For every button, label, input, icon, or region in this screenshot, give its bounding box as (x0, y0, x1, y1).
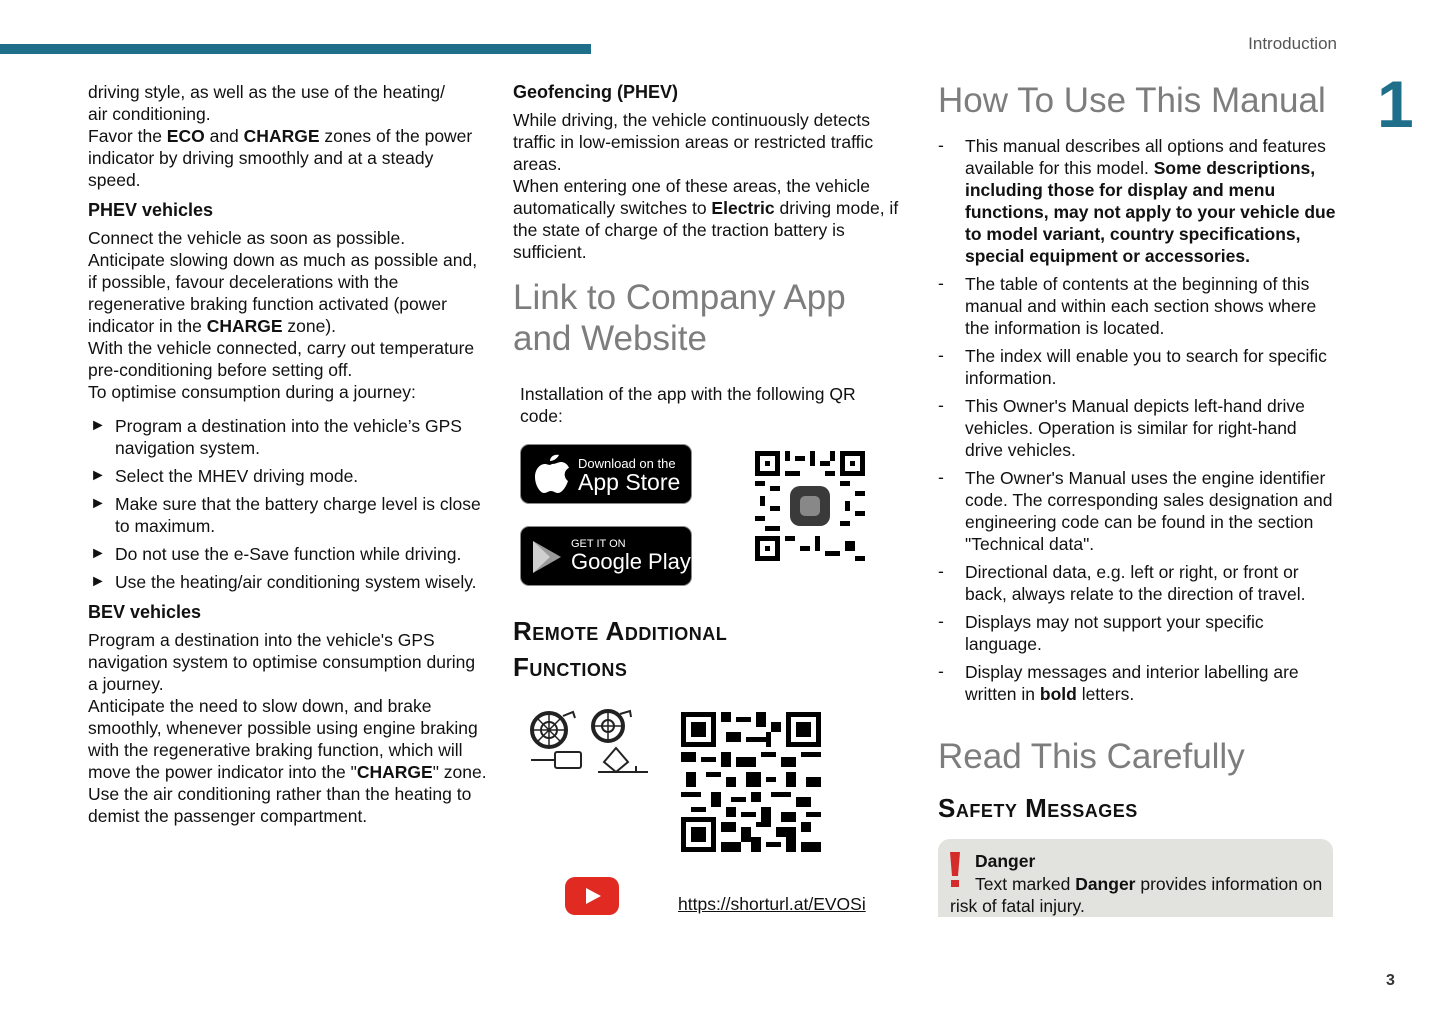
app-store-small-text: Download on the (578, 456, 676, 471)
column-1 (88, 81, 488, 827)
phev-paragraph-1: Connect the vehicle as soon as possible. (88, 228, 406, 248)
chapter-number: 1 (1377, 67, 1414, 141)
list-item: - This Owner's Manual depicts left-hand drive vehicles. Operation is similar for right-hand drive vehicles. (938, 395, 1305, 460)
page-number: 3 (1386, 972, 1395, 989)
list-item: - Directional data, e.g. left or right, or front or back, always relate to the direction of travel. (938, 561, 1306, 604)
header-accent-bar (0, 44, 591, 54)
youtube-icon[interactable] (565, 877, 619, 915)
danger-text: Text marked Danger provides information on risk of fatal injury. (950, 874, 1323, 916)
section-title: Introduction (1248, 34, 1337, 53)
google-play-big-text: Google Play (571, 549, 691, 574)
apple-icon (533, 451, 571, 497)
arrow-bullet-icon: ► (90, 467, 106, 484)
list-item: ► Select the MHEV driving mode. (90, 466, 359, 486)
spare-wheel-jack-icon (590, 708, 652, 776)
google-play-button[interactable] (520, 526, 692, 586)
list-item: ► Program a destination into the vehicle’s GPS navigation system. (90, 416, 462, 458)
geofencing-heading: Geofencing (PHEV) (513, 82, 679, 102)
danger-title: Danger (975, 851, 1036, 871)
bev-paragraph-1: Program a destination into the vehicle's GPS navigation system to optimise consumption during a journey. (88, 630, 476, 694)
app-store-big-text: App Store (578, 469, 681, 495)
bev-heading: BEV vehicles (88, 602, 202, 622)
phev-paragraph-2: Anticipate slowing down as much as possible and, if possible, favour decelerations with the regenerative braking function activated (power indicator in the CHARGE zone). (88, 250, 478, 336)
google-play-icon (531, 540, 563, 574)
column-3 (938, 80, 1338, 711)
link-app-heading: Link to Company App and Website (513, 278, 846, 358)
list-item: - The Owner's Manual uses the engine identifier code. The corresponding sales designation and engineering code can be found in the section "Technical data". (938, 467, 1333, 554)
list-item: - Display messages and interior labelling are written in bold letters. (938, 661, 1299, 704)
intro-line-2: air conditioning. (88, 104, 211, 124)
bev-paragraph-2: Anticipate the need to slow down, and brake smoothly, whenever possible using engine braking with the regenerative braking function, which will move the power indicator into the "CHARGE" zone. (88, 696, 487, 782)
remote-functions-heading: Remote Additional Functions (513, 616, 728, 682)
how-to-use-list (938, 135, 1338, 705)
install-text: Installation of the app with the following QR code: (520, 384, 856, 426)
arrow-bullet-icon: ► (90, 573, 106, 590)
list-item: ► Do not use the e-Save function while driving. (90, 544, 462, 564)
app-qr-code-image[interactable] (755, 451, 865, 561)
tyre-repair-kit-icon (527, 708, 587, 776)
phev-paragraph-3: With the vehicle connected, carry out temperature pre-conditioning before setting off. (88, 338, 475, 380)
bev-paragraph-3: Use the air conditioning rather than the heating to demist the passenger compartment. (88, 784, 472, 826)
arrow-bullet-icon: ► (90, 545, 106, 562)
video-link[interactable]: https://shorturl.at/EVOSi (678, 894, 866, 914)
phev-paragraph-4: To optimise consumption during a journey: (88, 382, 416, 402)
safety-messages-heading: Safety Messages (938, 793, 1138, 823)
remote-functions-qr-code-image[interactable] (681, 712, 821, 852)
list-item: - The table of contents at the beginning of this manual and within each section shows where the information is located. (938, 273, 1317, 338)
list-item: ► Make sure that the battery charge level is close to maximum. (90, 494, 481, 536)
google-play-small-text: GET IT ON (571, 538, 626, 550)
list-item: - Displays may not support your specific language. (938, 611, 1264, 654)
how-to-use-heading: How To Use This Manual (938, 81, 1326, 120)
list-item: - The index will enable you to search for specific information. (938, 345, 1327, 388)
read-carefully-heading: Read This Carefully (938, 737, 1245, 776)
geofencing-paragraph-2: When entering one of these areas, the vehicle automatically switches to Electric driving mode, if the state of charge of the traction battery is sufficient. (513, 176, 899, 262)
column-2 (513, 81, 908, 359)
geofencing-paragraph-1: While driving, the vehicle continuously detects traffic in low-emission areas or restricted traffic areas. (513, 110, 874, 174)
intro-line-1: driving style, as well as the use of the heating/ (88, 82, 446, 102)
phev-heading: PHEV vehicles (88, 200, 214, 220)
arrow-bullet-icon: ► (90, 495, 106, 512)
consumption-tips-list (88, 415, 488, 593)
arrow-bullet-icon: ► (90, 417, 106, 434)
app-store-button[interactable] (520, 444, 692, 504)
list-item: ► Use the heating/air conditioning system wisely. (90, 572, 477, 592)
list-item: - This manual describes all options and features available for this model. Some descriptions, including those for display and menu functions, may not apply to your vehicle due to model variant, country specifications, special equipment or accessories. (938, 135, 1336, 266)
danger-message-box (938, 839, 1333, 917)
favor-paragraph: Favor the ECO and CHARGE zones of the power indicator by driving smoothly and at a steady speed. (88, 126, 473, 190)
